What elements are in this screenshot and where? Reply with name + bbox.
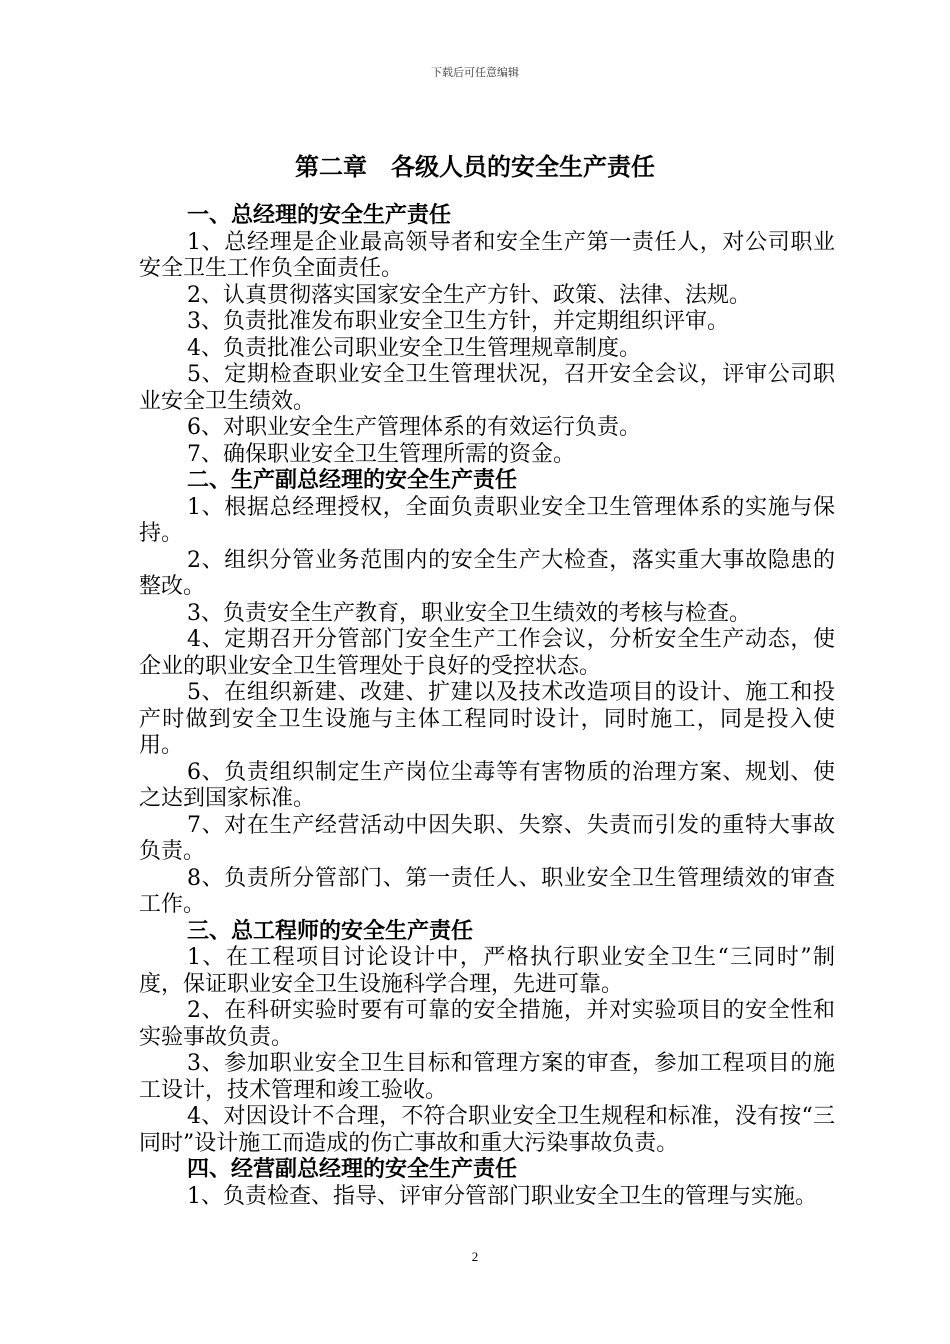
paragraph: 8、负责所分管部门、第一责任人、职业安全卫生管理绩效的审查工作。 — [139, 865, 835, 917]
paragraph: 2、认真贯彻落实国家安全生产方针、政策、法律、法规。 — [187, 282, 751, 308]
paragraph: 1、负责检查、指导、评审分管部门职业安全卫生的管理与实施。 — [187, 1183, 817, 1209]
section-heading: 二、生产副总经理的安全生产责任 — [187, 468, 518, 493]
paragraph: 2、组织分管业务范围内的安全生产大检查，落实重大事故隐患的整改。 — [139, 547, 835, 599]
paragraph: 1、在工程项目讨论设计中，严格执行职业安全卫生“三同时”制度，保证职业安全卫生设施科学合理，先进可靠。 — [139, 945, 835, 997]
paragraph: 3、负责批准发布职业安全卫生方针，并定期组织评审。 — [187, 309, 729, 334]
page-number: 2 — [471, 1249, 479, 1264]
paragraph: 5、在组织新建、改建、扩建以及技术改造项目的设计、施工和投产时做到安全卫生设施与主体工程同时设计，同时施工，同是投入使用。 — [139, 680, 835, 758]
paragraph: 4、对因设计不合理，不符合职业安全卫生规程和标准，没有按“三同时”设计施工而造成的伤亡事故和重大污染事故负责。 — [139, 1104, 835, 1156]
paragraph: 1、根据总经理授权，全面负责职业安全卫生管理体系的实施与保持。 — [139, 494, 835, 546]
paragraph: 4、负责批准公司职业安全卫生管理规章制度。 — [187, 335, 641, 361]
section-heading: 三、总工程师的安全生产责任 — [187, 918, 474, 944]
section-business-deputy — [139, 1157, 835, 1210]
paragraph: 4、定期召开分管部门安全生产工作会议，分析安全生产动态，使企业的职业安全卫生管理处于良好的受控状态。 — [139, 627, 835, 679]
section-general-manager — [139, 203, 835, 468]
paragraph: 6、负责组织制定生产岗位尘毒等有害物质的治理方案、规划、使之达到国家标准。 — [139, 759, 835, 811]
document-body — [139, 203, 835, 1210]
section-heading: 四、经营副总经理的安全生产责任 — [187, 1157, 518, 1182]
paragraph: 5、定期检查职业安全卫生管理状况，召开安全会议，评审公司职业安全卫生绩效。 — [139, 362, 835, 414]
paragraph: 2、在科研实验时要有可靠的安全措施，并对实验项目的安全性和实验事故负责。 — [139, 998, 835, 1050]
section-chief-engineer — [139, 919, 835, 1158]
section-heading: 一、总经理的安全生产责任 — [187, 203, 452, 228]
paragraph: 3、参加职业安全卫生目标和管理方案的审查，参加工程项目的施工设计，技术管理和竣工验收。 — [139, 1051, 835, 1103]
paragraph: 7、确保职业安全卫生管理所需的资金。 — [187, 441, 575, 467]
section-production-deputy — [139, 468, 835, 919]
chapter-title: 第二章 各级人员的安全生产责任 — [295, 153, 655, 181]
paragraph: 7、对在生产经营活动中因失职、失察、失责而引发的重特大事故负责。 — [139, 812, 835, 864]
paragraph: 6、对职业安全生产管理体系的有效运行负责。 — [187, 415, 641, 440]
paragraph: 1、总经理是企业最高领导者和安全生产第一责任人，对公司职业安全卫生工作负全面责任。 — [139, 229, 835, 281]
header-note: 下载后可任意编辑 — [431, 66, 519, 79]
paragraph: 3、负责安全生产教育，职业安全卫生绩效的考核与检查。 — [187, 600, 751, 626]
